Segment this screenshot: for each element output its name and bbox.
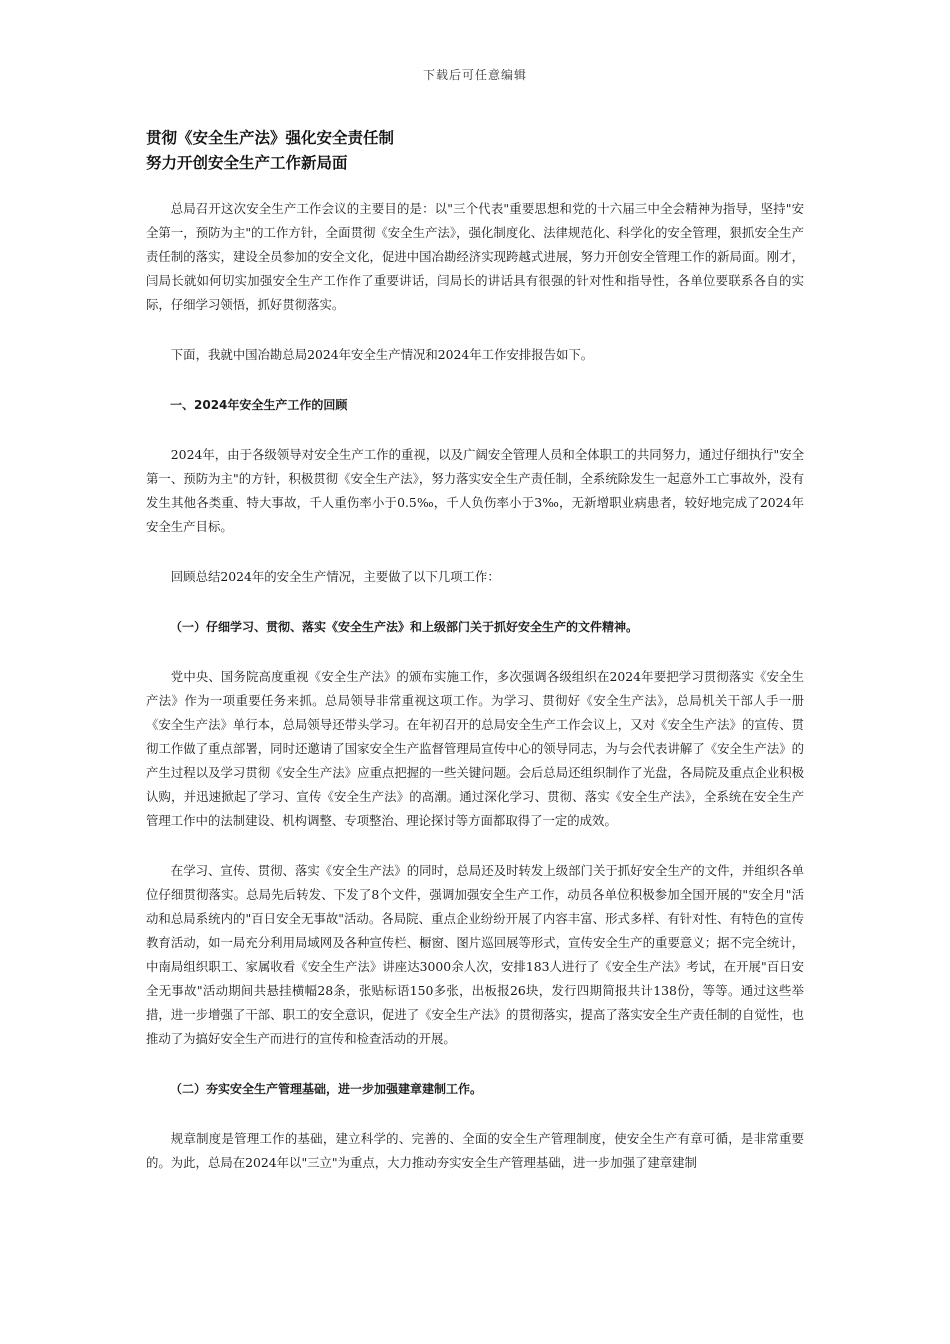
document-title — [146, 126, 806, 176]
paragraph: 下面，我就中国冶勘总局2024年安全生产情况和2024年工作安排报告如下。 — [170, 347, 594, 362]
subsection-heading: （二）夯实安全生产管理基础，进一步加强建章建制工作。 — [170, 1082, 483, 1096]
paragraph: 规章制度是管理工作的基础，建立科学的、完善的、全面的安全生产管理制度，使安全生产有章可循，是非常重要的。为此，总局在2024年以"三立"为重点，大力推动夯实安全生产管理基础，进一步加强了建章建制 — [146, 1131, 804, 1170]
paragraph: 总局召开这次安全生产工作会议的主要目的是：以"三个代表"重要思想和党的十六届三中全会精神为指导，坚持"安全第一，预防为主"的工作方针，全面贯彻《安全生产法》，强化制度化、法律规范化、科学化的安全管理，狠抓安全生产责任制的落实，建设全员参加的安全文化，促进中国冶勘经济实现跨越式进展，努力开创安全管理工作的新局面。刚才，闫局长就如何切实加强安全生产工作作了重要讲话，闫局长的讲话具有很强的针对性和指导性，各单位要联系各自的实际，仔细学习领悟，抓好贯彻落实。 — [146, 201, 804, 312]
title-line-2: 努力开创安全生产工作新局面 — [146, 154, 348, 172]
title-line-1: 贯彻《安全生产法》强化安全责任制 — [146, 129, 395, 147]
paragraph: 在学习、宣传、贯彻、落实《安全生产法》的同时，总局还及时转发上级部门关于抓好安全生产的文件，并组织各单位仔细贯彻落实。总局先后转发、下发了8个文件，强调加强安全生产工作，动员各单位积极参加全国开展的"安全月"活动和总局系统内的"百日安全无事故"活动。各局院、重点企业纷纷开展了内容丰富、形式多样、有针对性、有特色的宣传教育活动，如一局充分利用局域网及各种宣传栏、橱窗、图片巡回展等形式，宣传安全生产的重要意义；据不完全统计，中南局组织职工、家属收看《安全生产法》讲座达3000余人次，安排183人进行了《安全生产法》考试，在开展"百日安全无事故"活动期间共悬挂横幅28条，张贴标语150多张，出板报26块，发行四期简报共计138份，等等。通过这些举措，进一步增强了干部、职工的安全意识，促进了《安全生产法》的贯彻落实，提高了落实安全生产责任制的自觉性，也推动了为搞好安全生产而进行的宣传和检查活动的开展。 — [146, 863, 804, 1046]
section-heading: 一、2024年安全生产工作的回顾 — [170, 398, 348, 412]
page-header-note: 下载后可任意编辑 — [422, 68, 527, 82]
paragraph: 党中央、国务院高度重视《安全生产法》的颁布实施工作，多次强调各级组织在2024年要把学习贯彻落实《安全生产法》作为一项重要任务来抓。总局领导非常重视这项工作。为学习、贯彻好《安全生产法》，总局机关干部人手一册《安全生产法》单行本，总局领导还带头学习。在年初召开的总局安全生产工作会议上，又对《安全生产法》的宣传、贯彻工作做了重点部署，同时还邀请了国家安全生产监督管理局宣传中心的领导同志，为与会代表讲解了《安全生产法》的产生过程以及学习贯彻《安全生产法》应重点把握的一些关键问题。会后总局还组织制作了光盘，各局院及重点企业积极认购，并迅速掀起了学习、宣传《安全生产法》的高潮。通过深化学习、贯彻、落实《安全生产法》，全系统在安全生产管理工作中的法制建设、机构调整、专项整治、理论探讨等方面都取得了一定的成效。 — [146, 669, 804, 828]
paragraph: 回顾总结2024年的安全生产情况，主要做了以下几项工作： — [170, 569, 500, 584]
paragraph: 2024年，由于各级领导对安全生产工作的重视，以及广阔安全管理人员和全体职工的共同努力，通过仔细执行"安全第一、预防为主"的方针，积极贯彻《安全生产法》，努力落实安全生产责任制，全系统除发生一起意外工亡事故外，没有发生其他各类重、特大事故，千人重伤率小于0.5‰，千人负伤率小于3‰，无新增职业病患者，较好地完成了2024年安全生产目标。 — [146, 447, 804, 534]
subsection-heading: （一）仔细学习、贯彻、落实《安全生产法》和上级部门关于抓好安全生产的文件精神。 — [170, 620, 639, 634]
document-body — [146, 197, 804, 1201]
